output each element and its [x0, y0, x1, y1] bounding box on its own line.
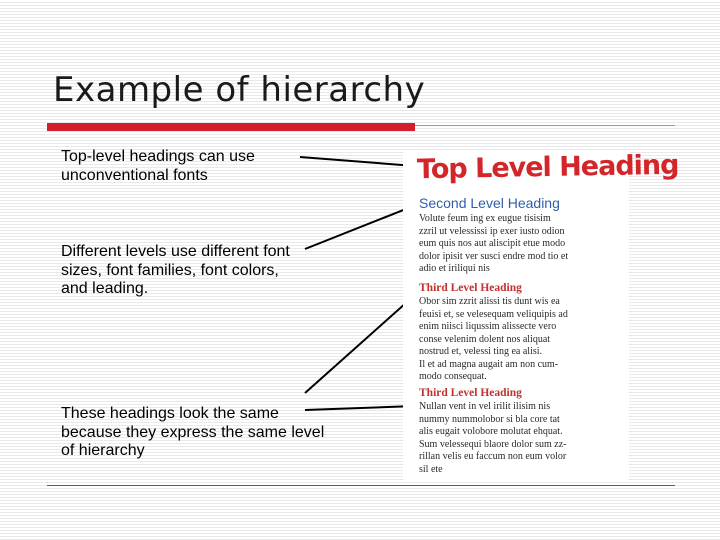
bullet-unconventional-fonts: Top-level headings can use unconventional fonts — [61, 148, 255, 184]
sample-paragraph: Obor sim zzrit alissi tis dunt wis ea feuisi et, se velesequam veliquipis ad enim niisci liqussim alissecte vero conse velenim dolent nos aliquat nostrud et, velessi ting ea alisi. Il et ad magna augait am non cum- modo consequat. — [419, 296, 568, 382]
slide-title: Example of hierarchy — [53, 70, 426, 110]
sample-paragraph: Nullan vent in vel irilit ilisim nis nummy nummolobor si bla core tat alis eugait volobore molutat ehquat. Sum velessequi blaore dolor sum zz- rillan velis eu faccum non eum volor sil ete — [419, 401, 567, 475]
bullet-different-levels: Different levels use different font sizes, font families, font colors, and leading. — [61, 243, 290, 297]
sample-page-image — [403, 149, 679, 480]
sample-third-level-heading: Third Level Heading — [419, 282, 522, 294]
pointer-line-second-level — [305, 205, 416, 249]
sample-paragraph: Volute feum ing ex eugue tisisim zzril ut velessissi ip exer iusto odion eum quis nos aut aliscipit etue modo dolor ipisit ver susci endre mod tio et adio et iriliqui nis — [419, 213, 569, 274]
pointer-line-third-level-1 — [305, 294, 416, 393]
sample-top-level-heading: Top Level Heading — [416, 149, 679, 186]
sample-third-level-heading: Third Level Heading — [419, 387, 522, 399]
sample-second-level-heading: Second Level Heading — [419, 195, 560, 211]
bullet-same-level: These headings look the same because they express the same level of hierarchy — [61, 405, 325, 459]
pointer-line-top-level — [300, 157, 415, 166]
pointer-line-third-level-2 — [305, 406, 415, 410]
footer-divider — [47, 485, 675, 486]
